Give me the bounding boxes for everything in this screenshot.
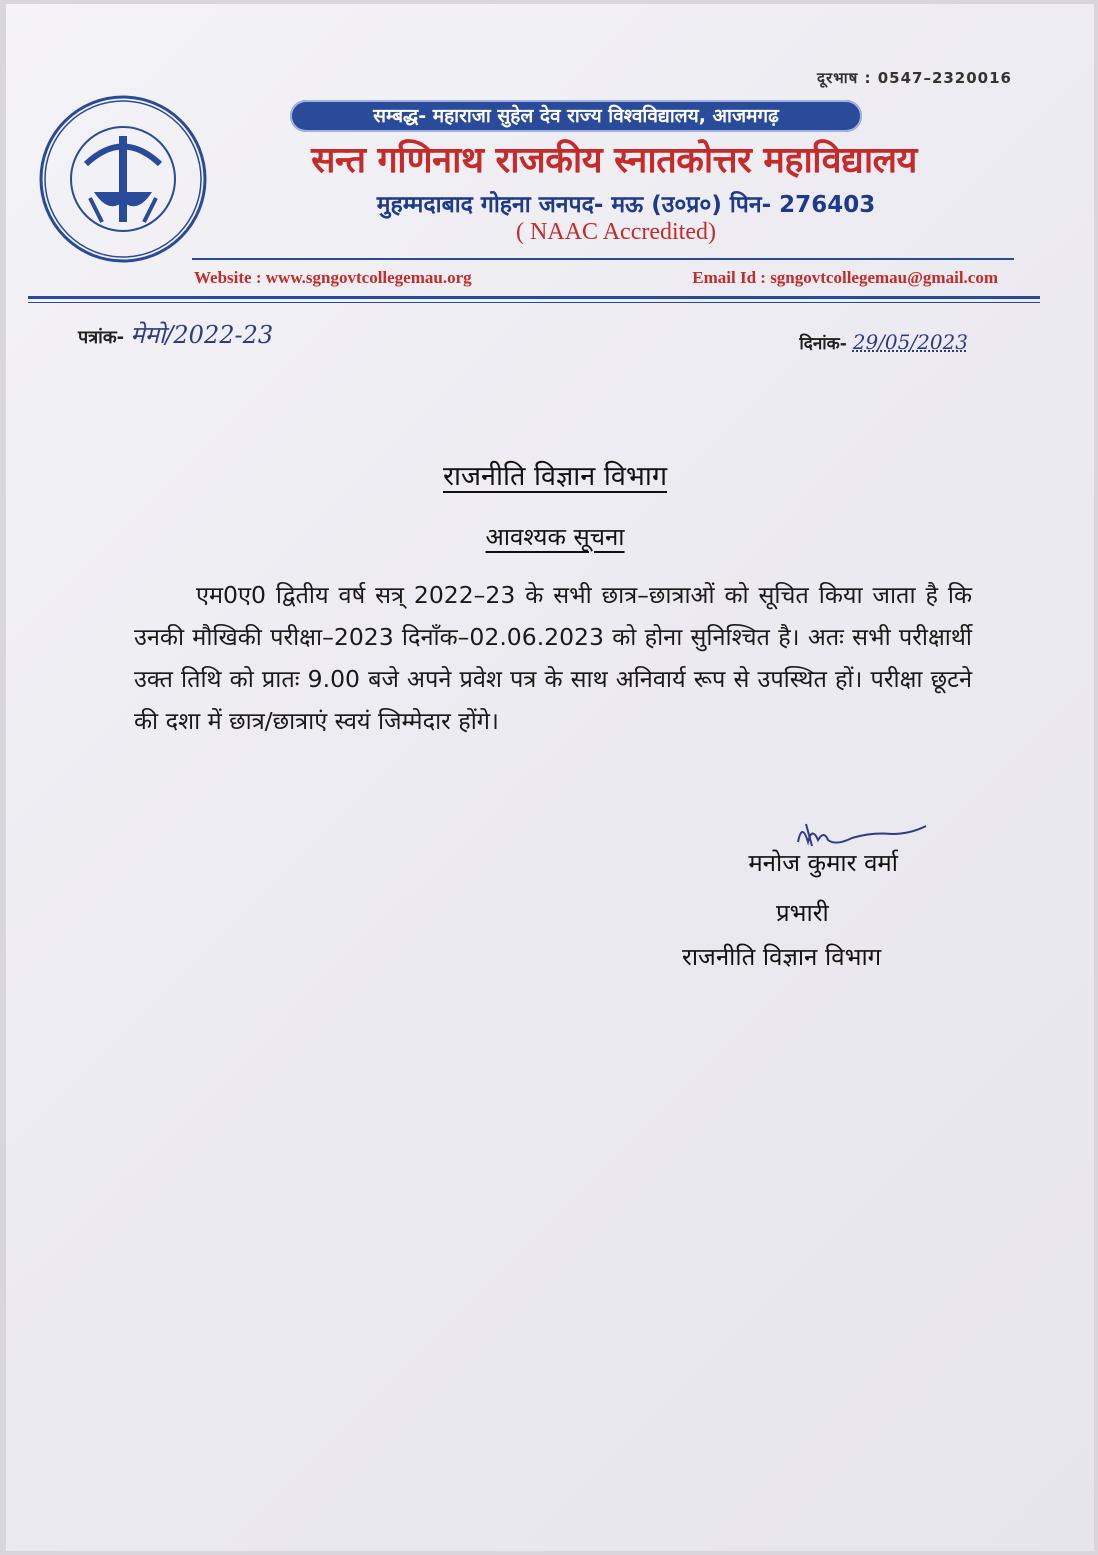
letter-date <box>799 330 968 354</box>
signer-role: प्रभारी <box>776 899 829 927</box>
letter-paper <box>6 4 1094 1551</box>
department-heading: राजनीति विज्ञान विभाग <box>442 461 668 492</box>
header-double-rule <box>28 296 1040 299</box>
college-seal-emblem <box>38 94 208 264</box>
reference-number <box>78 318 273 351</box>
phone-number: दूरभाष : 0547–2320016 <box>817 69 1012 87</box>
website-text: Website : www.sgngovtcollegemau.org <box>194 268 472 287</box>
signer-department: राजनीति विज्ञान विभाग <box>682 943 882 971</box>
college-address: मुहम्मदाबाद गोहना जनपद- मऊ (उ०प्र०) पिन- 276403 <box>376 192 876 218</box>
reference-label: पत्रांक- <box>78 327 125 348</box>
accreditation-label: ( NAAC Accredited) <box>516 219 716 245</box>
college-name: सन्त गणिनाथ राजकीय स्नातकोत्तर महाविद्यालय <box>311 139 917 181</box>
notice-body: एम0ए0 द्वितीय वर्ष सत्र् 2022–23 के सभी छात्र–छात्राओं को सूचित किया जाता है कि उनकी मौखिकी परीक्षा–2023 दिनाँक–02.06.2023 को होना सुनिश्चित है। अतः सभी परीक्षार्थी उक्त तिथि को प्रातः 9.00 बजे अपने प्रवेश पत्र के साथ अनिवार्य रूप से उपस्थित हों। परीक्षा छूटने की दशा में छात्र/छात्राएं स्वयं जिम्मेदार होंगे। <box>134 581 972 735</box>
affiliation-banner: सम्बद्ध- महाराजा सुहेल देव राज्य विश्वविद्यालय, आजमगढ़ <box>290 100 862 132</box>
header-divider <box>192 258 1014 260</box>
date-value: 29/05/2023 <box>852 330 968 354</box>
reference-value: मेमो/2022-23 <box>130 321 274 349</box>
notice-heading: आवश्यक सूचना <box>485 523 625 551</box>
date-label: दिनांक- <box>799 334 847 354</box>
signer-name: मनोज कुमार वर्मा <box>748 849 898 877</box>
header-double-rule-thin <box>28 302 1040 303</box>
email-text: Email Id : sgngovtcollegemau@gmail.com <box>692 268 998 287</box>
